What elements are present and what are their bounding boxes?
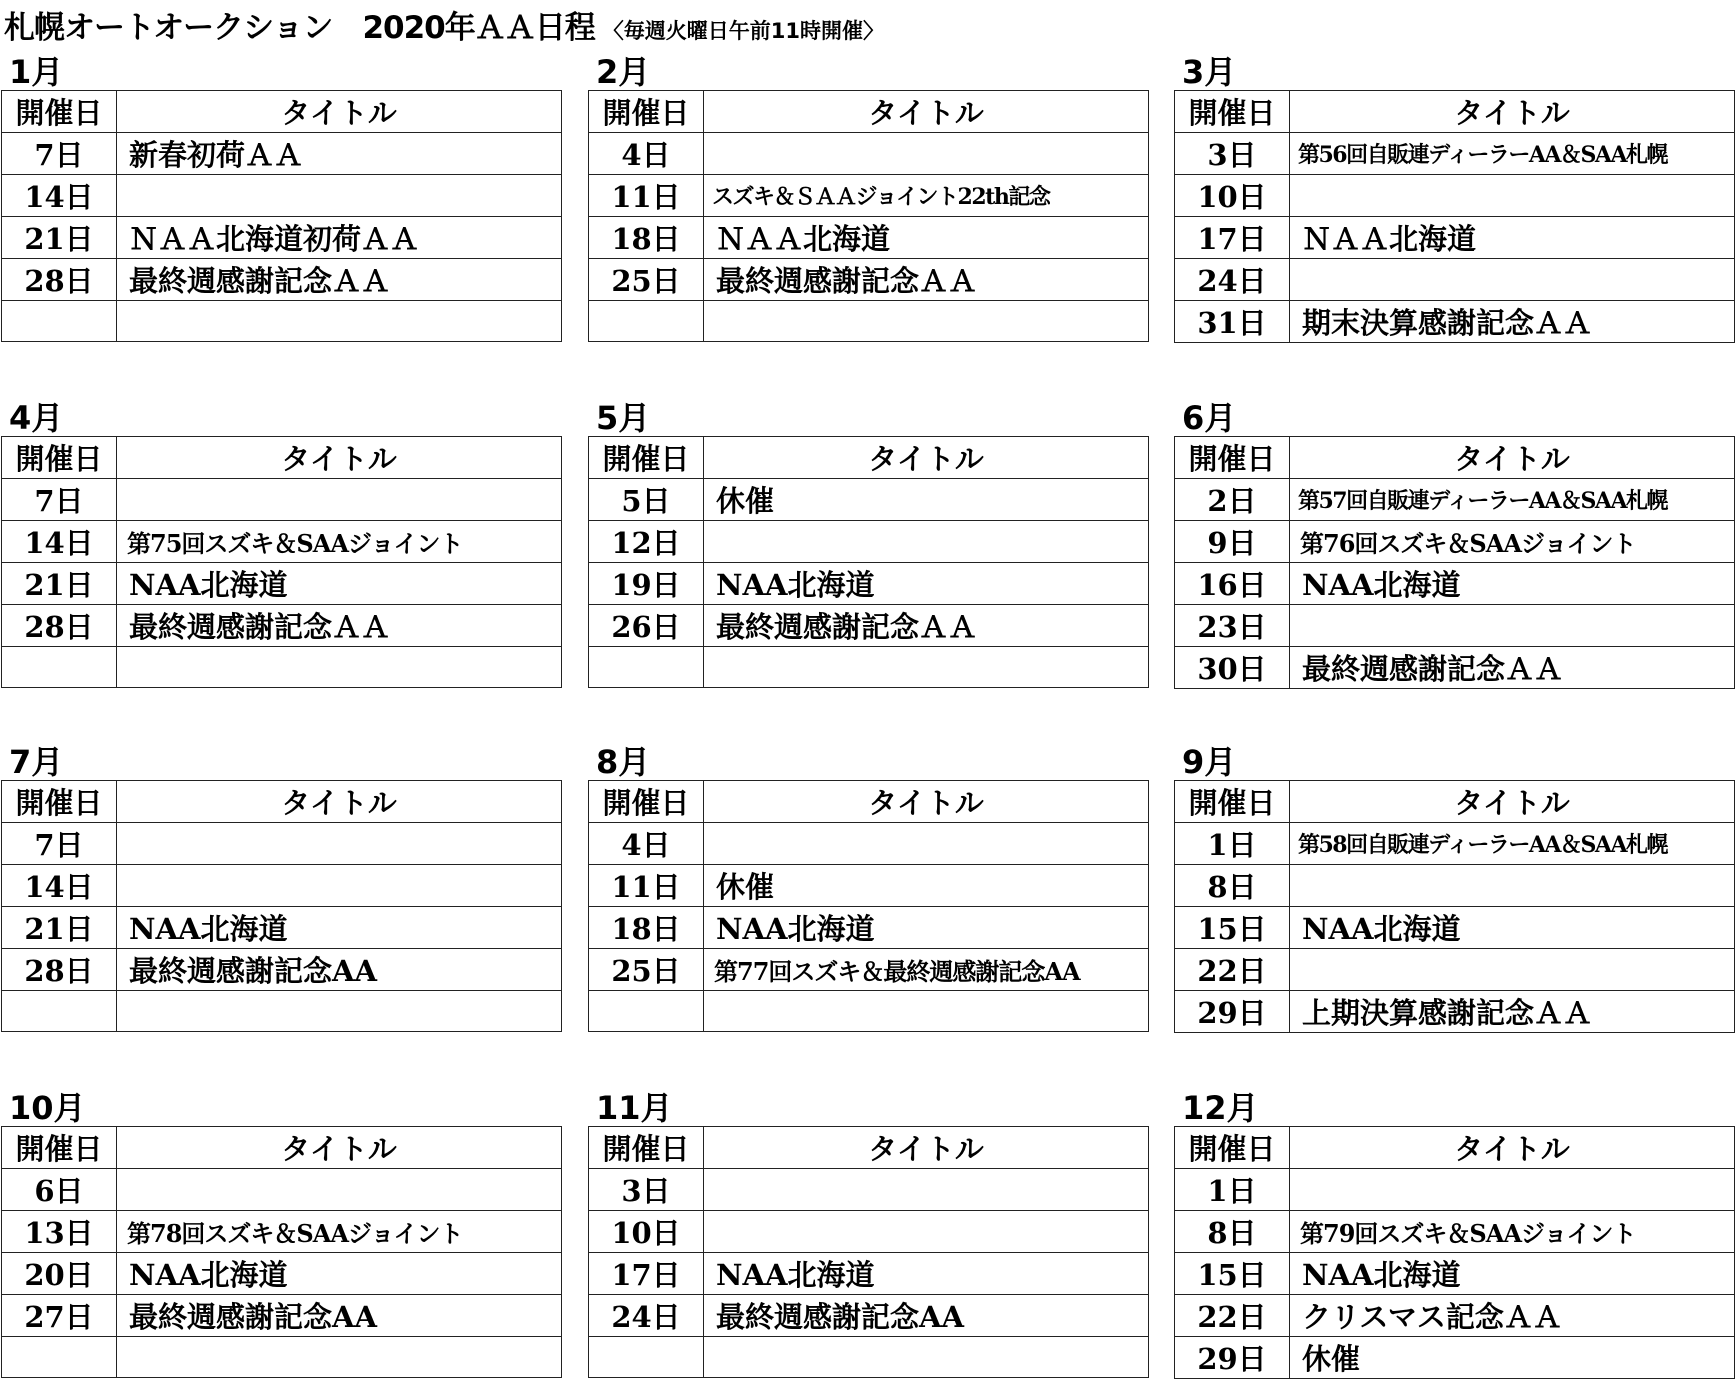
month-section bbox=[1, 392, 561, 688]
event-day: 6日 bbox=[2, 1169, 117, 1211]
event-title bbox=[117, 1169, 562, 1211]
event-title: 第56回自販連ディーラーAA＆SAA札幌 bbox=[1290, 133, 1735, 175]
month-section bbox=[1, 736, 561, 1032]
event-title: NAA北海道 bbox=[704, 1253, 1149, 1295]
month-label: 6月 bbox=[1182, 399, 1237, 437]
event-title bbox=[704, 823, 1149, 865]
table-row bbox=[2, 1337, 562, 1378]
event-title bbox=[117, 823, 562, 865]
event-day bbox=[2, 1337, 117, 1378]
table-row bbox=[589, 259, 1149, 301]
table-row bbox=[589, 865, 1149, 907]
column-header-day: 開催日 bbox=[589, 437, 704, 479]
event-day: 22日 bbox=[1175, 1295, 1290, 1337]
event-title bbox=[1290, 1169, 1735, 1211]
event-title: NAA北海道 bbox=[704, 907, 1149, 949]
table-row bbox=[589, 479, 1149, 521]
table-row bbox=[2, 1253, 562, 1295]
schedule-table bbox=[1, 90, 562, 342]
table-row bbox=[2, 175, 562, 217]
event-title: 最終週感謝記念AA bbox=[704, 1295, 1149, 1337]
table-header-row bbox=[1175, 91, 1735, 133]
month-section bbox=[1174, 46, 1734, 343]
event-day: 18日 bbox=[589, 907, 704, 949]
event-day bbox=[589, 991, 704, 1032]
table-row bbox=[1175, 175, 1735, 217]
event-day: 28日 bbox=[2, 605, 117, 647]
table-row bbox=[2, 949, 562, 991]
column-header-title: タイトル bbox=[1290, 1127, 1735, 1169]
event-title: ＮＡＡ北海道 bbox=[704, 217, 1149, 259]
schedule-table bbox=[1174, 436, 1735, 689]
event-day: 29日 bbox=[1175, 991, 1290, 1033]
month-section bbox=[1, 1082, 561, 1378]
column-header-day: 開催日 bbox=[1175, 1127, 1290, 1169]
column-header-day: 開催日 bbox=[1175, 437, 1290, 479]
event-title: NAA北海道 bbox=[1290, 907, 1735, 949]
table-row bbox=[1175, 647, 1735, 689]
column-header-day: 開催日 bbox=[2, 91, 117, 133]
month-label: 3月 bbox=[1182, 53, 1237, 91]
event-day: 17日 bbox=[589, 1253, 704, 1295]
event-title bbox=[704, 991, 1149, 1032]
event-day: 7日 bbox=[2, 133, 117, 175]
table-row bbox=[2, 823, 562, 865]
event-day bbox=[589, 1337, 704, 1378]
schedule-table bbox=[1, 1126, 562, 1378]
column-header-day: 開催日 bbox=[589, 91, 704, 133]
event-day: 19日 bbox=[589, 563, 704, 605]
event-day: 17日 bbox=[1175, 217, 1290, 259]
table-header-row bbox=[2, 437, 562, 479]
event-title: 第58回自販連ディーラーAA＆SAA札幌 bbox=[1290, 823, 1735, 865]
event-day: 21日 bbox=[2, 563, 117, 605]
column-header-day: 開催日 bbox=[2, 781, 117, 823]
table-row bbox=[589, 1211, 1149, 1253]
table-row bbox=[1175, 259, 1735, 301]
event-title: 最終週感謝記念ＡＡ bbox=[1290, 647, 1735, 689]
table-row bbox=[2, 605, 562, 647]
event-title: 最終週感謝記念ＡＡ bbox=[704, 259, 1149, 301]
event-title: スズキ＆ＳＡＡジョイント22th記念 bbox=[704, 175, 1149, 217]
table-row bbox=[1175, 133, 1735, 175]
event-title bbox=[117, 301, 562, 342]
event-title bbox=[117, 991, 562, 1032]
event-title bbox=[117, 479, 562, 521]
event-day: 14日 bbox=[2, 521, 117, 563]
table-header-row bbox=[1175, 1127, 1735, 1169]
table-row bbox=[589, 823, 1149, 865]
event-title: 休催 bbox=[1290, 1337, 1735, 1379]
table-row bbox=[2, 647, 562, 688]
column-header-title: タイトル bbox=[704, 437, 1149, 479]
event-title: 第57回自販連ディーラーAA＆SAA札幌 bbox=[1290, 479, 1735, 521]
column-header-title: タイトル bbox=[1290, 437, 1735, 479]
table-header-row bbox=[589, 781, 1149, 823]
event-day: 21日 bbox=[2, 217, 117, 259]
event-day bbox=[2, 647, 117, 688]
event-day: 2日 bbox=[1175, 479, 1290, 521]
table-row bbox=[2, 563, 562, 605]
event-title: 第76回スズキ＆SAAジョイント bbox=[1290, 521, 1735, 563]
table-row bbox=[2, 907, 562, 949]
table-row bbox=[589, 563, 1149, 605]
event-day: 1日 bbox=[1175, 823, 1290, 865]
schedule-table bbox=[588, 1126, 1149, 1378]
table-row bbox=[1175, 1253, 1735, 1295]
event-day: 13日 bbox=[2, 1211, 117, 1253]
event-day: 26日 bbox=[589, 605, 704, 647]
table-row bbox=[2, 301, 562, 342]
schedule-table bbox=[588, 436, 1149, 688]
event-title: 第75回スズキ＆SAAジョイント bbox=[117, 521, 562, 563]
event-title: 新春初荷ＡＡ bbox=[117, 133, 562, 175]
event-day: 8日 bbox=[1175, 1211, 1290, 1253]
event-title bbox=[704, 301, 1149, 342]
table-row bbox=[589, 521, 1149, 563]
column-header-day: 開催日 bbox=[589, 1127, 704, 1169]
column-header-title: タイトル bbox=[117, 437, 562, 479]
month-section bbox=[1, 46, 561, 342]
table-header-row bbox=[2, 1127, 562, 1169]
table-row bbox=[2, 991, 562, 1032]
table-row bbox=[2, 865, 562, 907]
event-day: 24日 bbox=[589, 1295, 704, 1337]
event-title: NAA北海道 bbox=[1290, 563, 1735, 605]
event-title bbox=[1290, 605, 1735, 647]
month-label: 11月 bbox=[596, 1089, 673, 1127]
schedule-table bbox=[1, 780, 562, 1032]
month-label: 1月 bbox=[9, 53, 64, 91]
event-day: 4日 bbox=[589, 823, 704, 865]
table-row bbox=[2, 1169, 562, 1211]
event-title bbox=[1290, 259, 1735, 301]
event-day: 15日 bbox=[1175, 1253, 1290, 1295]
event-day: 11日 bbox=[589, 865, 704, 907]
month-label: 9月 bbox=[1182, 743, 1237, 781]
event-title: NAA北海道 bbox=[117, 907, 562, 949]
event-title bbox=[117, 175, 562, 217]
table-row bbox=[2, 259, 562, 301]
event-title: 期末決算感謝記念ＡＡ bbox=[1290, 301, 1735, 343]
table-row bbox=[589, 605, 1149, 647]
table-row bbox=[589, 991, 1149, 1032]
column-header-title: タイトル bbox=[1290, 91, 1735, 133]
column-header-day: 開催日 bbox=[589, 781, 704, 823]
event-title: 最終週感謝記念AA bbox=[117, 949, 562, 991]
column-header-title: タイトル bbox=[117, 91, 562, 133]
event-day: 21日 bbox=[2, 907, 117, 949]
event-day: 14日 bbox=[2, 175, 117, 217]
event-title bbox=[117, 865, 562, 907]
month-label: 5月 bbox=[596, 399, 651, 437]
event-day: 28日 bbox=[2, 259, 117, 301]
table-row bbox=[1175, 823, 1735, 865]
event-title: 最終週感謝記念ＡＡ bbox=[117, 605, 562, 647]
page-title: 札幌オートオークション 2020年ＡＡ日程 bbox=[4, 10, 595, 46]
event-day: 27日 bbox=[2, 1295, 117, 1337]
event-title: NAA北海道 bbox=[117, 1253, 562, 1295]
event-day: 16日 bbox=[1175, 563, 1290, 605]
event-title bbox=[704, 647, 1149, 688]
month-label: 8月 bbox=[596, 743, 651, 781]
table-header-row bbox=[2, 91, 562, 133]
event-day: 9日 bbox=[1175, 521, 1290, 563]
column-header-title: タイトル bbox=[704, 1127, 1149, 1169]
column-header-title: タイトル bbox=[704, 781, 1149, 823]
table-row bbox=[2, 1295, 562, 1337]
table-row bbox=[589, 1337, 1149, 1378]
event-title bbox=[704, 1337, 1149, 1378]
month-section bbox=[588, 392, 1148, 688]
table-row bbox=[1175, 1295, 1735, 1337]
table-header-row bbox=[589, 437, 1149, 479]
table-row bbox=[2, 1211, 562, 1253]
month-section bbox=[1174, 736, 1734, 1033]
event-day: 1日 bbox=[1175, 1169, 1290, 1211]
event-title: 最終週感謝記念ＡＡ bbox=[704, 605, 1149, 647]
event-day: 3日 bbox=[589, 1169, 704, 1211]
table-row bbox=[1175, 865, 1735, 907]
schedule-table bbox=[1, 436, 562, 688]
table-header-row bbox=[1175, 781, 1735, 823]
event-title bbox=[704, 133, 1149, 175]
schedule-table bbox=[588, 780, 1149, 1032]
event-title: 第78回スズキ＆SAAジョイント bbox=[117, 1211, 562, 1253]
month-section bbox=[588, 46, 1148, 342]
event-title bbox=[1290, 949, 1735, 991]
event-day: 18日 bbox=[589, 217, 704, 259]
month-label: 4月 bbox=[9, 399, 64, 437]
column-header-title: タイトル bbox=[704, 91, 1149, 133]
table-row bbox=[1175, 907, 1735, 949]
table-row bbox=[1175, 1169, 1735, 1211]
event-title bbox=[117, 1337, 562, 1378]
table-row bbox=[589, 1169, 1149, 1211]
month-label: 10月 bbox=[9, 1089, 86, 1127]
table-row bbox=[589, 1295, 1149, 1337]
event-day: 24日 bbox=[1175, 259, 1290, 301]
table-row bbox=[589, 175, 1149, 217]
schedule-table bbox=[588, 90, 1149, 342]
column-header-title: タイトル bbox=[117, 781, 562, 823]
column-header-day: 開催日 bbox=[2, 1127, 117, 1169]
month-section bbox=[588, 1082, 1148, 1378]
table-row bbox=[589, 907, 1149, 949]
page-header bbox=[4, 2, 884, 46]
table-row bbox=[589, 647, 1149, 688]
table-row bbox=[1175, 1337, 1735, 1379]
event-day: 20日 bbox=[2, 1253, 117, 1295]
table-row bbox=[2, 217, 562, 259]
column-header-title: タイトル bbox=[117, 1127, 562, 1169]
month-label: 2月 bbox=[596, 53, 651, 91]
table-row bbox=[1175, 301, 1735, 343]
table-header-row bbox=[589, 1127, 1149, 1169]
event-title: 最終週感謝記念ＡＡ bbox=[117, 259, 562, 301]
month-section bbox=[588, 736, 1148, 1032]
event-title bbox=[1290, 175, 1735, 217]
event-day: 8日 bbox=[1175, 865, 1290, 907]
schedule-table bbox=[1174, 780, 1735, 1033]
table-row bbox=[2, 479, 562, 521]
event-day: 28日 bbox=[2, 949, 117, 991]
table-row bbox=[589, 1253, 1149, 1295]
event-day bbox=[2, 991, 117, 1032]
event-title bbox=[117, 647, 562, 688]
table-header-row bbox=[1175, 437, 1735, 479]
table-row bbox=[1175, 949, 1735, 991]
event-day: 23日 bbox=[1175, 605, 1290, 647]
event-title: 休催 bbox=[704, 479, 1149, 521]
month-label: 7月 bbox=[9, 743, 64, 781]
table-row bbox=[2, 521, 562, 563]
table-row bbox=[589, 217, 1149, 259]
event-title: 休催 bbox=[704, 865, 1149, 907]
event-title: 上期決算感謝記念ＡＡ bbox=[1290, 991, 1735, 1033]
event-day: 22日 bbox=[1175, 949, 1290, 991]
event-title bbox=[704, 1169, 1149, 1211]
event-day: 31日 bbox=[1175, 301, 1290, 343]
event-title: ＮＡＡ北海道初荷ＡＡ bbox=[117, 217, 562, 259]
table-row bbox=[1175, 479, 1735, 521]
event-day: 25日 bbox=[589, 949, 704, 991]
event-title: NAA北海道 bbox=[704, 563, 1149, 605]
table-row bbox=[1175, 1211, 1735, 1253]
event-day: 10日 bbox=[589, 1211, 704, 1253]
schedule-table bbox=[1174, 1126, 1735, 1379]
table-row bbox=[1175, 563, 1735, 605]
event-title bbox=[1290, 865, 1735, 907]
event-day bbox=[589, 301, 704, 342]
event-title: 第77回スズキ＆最終週感謝記念AA bbox=[704, 949, 1149, 991]
table-row bbox=[2, 133, 562, 175]
month-section bbox=[1174, 1082, 1734, 1379]
event-title: 最終週感謝記念AA bbox=[117, 1295, 562, 1337]
event-day: 5日 bbox=[589, 479, 704, 521]
event-day: 7日 bbox=[2, 823, 117, 865]
event-day: 11日 bbox=[589, 175, 704, 217]
event-day: 30日 bbox=[1175, 647, 1290, 689]
table-row bbox=[1175, 605, 1735, 647]
table-row bbox=[589, 301, 1149, 342]
event-day: 15日 bbox=[1175, 907, 1290, 949]
event-day: 7日 bbox=[2, 479, 117, 521]
event-title bbox=[704, 1211, 1149, 1253]
schedule-table bbox=[1174, 90, 1735, 343]
column-header-day: 開催日 bbox=[2, 437, 117, 479]
event-day: 4日 bbox=[589, 133, 704, 175]
event-title: 第79回スズキ＆SAAジョイント bbox=[1290, 1211, 1735, 1253]
event-title: ＮＡＡ北海道 bbox=[1290, 217, 1735, 259]
table-row bbox=[1175, 217, 1735, 259]
event-day: 12日 bbox=[589, 521, 704, 563]
table-row bbox=[1175, 991, 1735, 1033]
table-row bbox=[589, 133, 1149, 175]
table-header-row bbox=[2, 781, 562, 823]
column-header-day: 開催日 bbox=[1175, 781, 1290, 823]
event-title: NAA北海道 bbox=[1290, 1253, 1735, 1295]
event-title bbox=[704, 521, 1149, 563]
month-section bbox=[1174, 392, 1734, 689]
column-header-title: タイトル bbox=[1290, 781, 1735, 823]
event-day bbox=[2, 301, 117, 342]
table-row bbox=[1175, 521, 1735, 563]
table-header-row bbox=[589, 91, 1149, 133]
event-day: 14日 bbox=[2, 865, 117, 907]
event-day: 10日 bbox=[1175, 175, 1290, 217]
event-day: 25日 bbox=[589, 259, 704, 301]
month-label: 12月 bbox=[1182, 1089, 1259, 1127]
page-subtitle: 〈毎週火曜日午前11時開催〉 bbox=[602, 19, 884, 43]
event-day bbox=[589, 647, 704, 688]
column-header-day: 開催日 bbox=[1175, 91, 1290, 133]
event-title: クリスマス記念ＡＡ bbox=[1290, 1295, 1735, 1337]
event-title: NAA北海道 bbox=[117, 563, 562, 605]
table-row bbox=[589, 949, 1149, 991]
event-day: 3日 bbox=[1175, 133, 1290, 175]
event-day: 29日 bbox=[1175, 1337, 1290, 1379]
